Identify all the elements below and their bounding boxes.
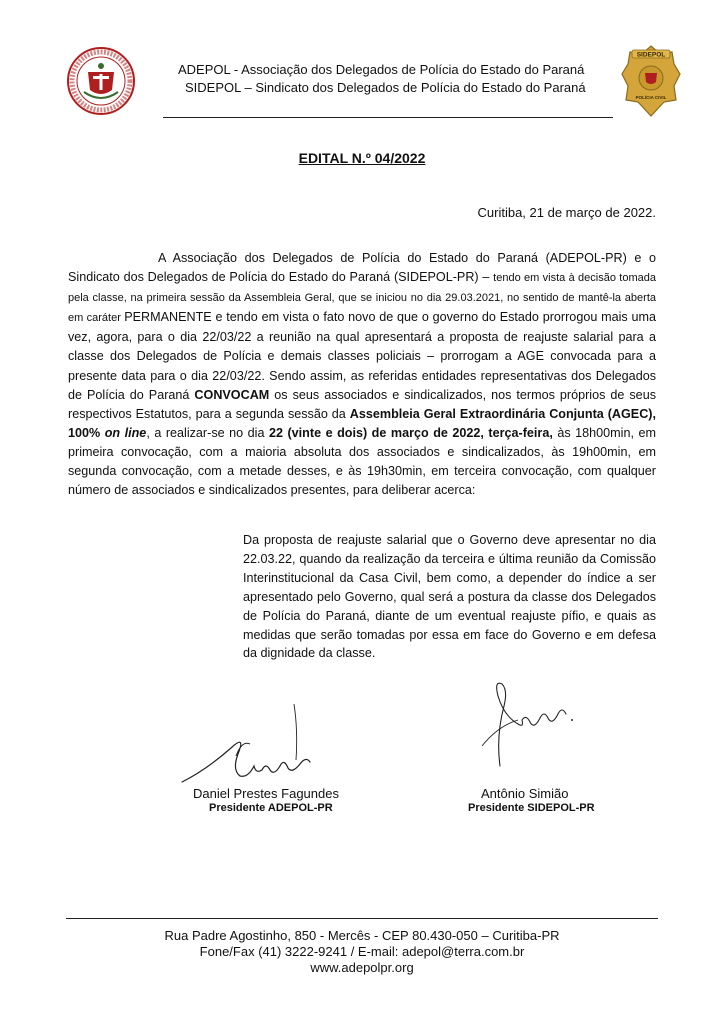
signature-adepol <box>176 700 326 790</box>
body-text-online: on line <box>104 425 147 440</box>
svg-text:POLÍCIA CIVIL: POLÍCIA CIVIL <box>635 95 667 100</box>
header-association-name: ADEPOL - Associação dos Delegados de Polícia do Estado do Paraná <box>178 62 585 77</box>
signatory-name-sidepol: Antônio Simião <box>481 786 569 801</box>
footer-divider <box>66 918 658 919</box>
body-text-convocam: CONVOCAM <box>194 387 270 402</box>
svg-text:SIDEPOL: SIDEPOL <box>636 51 666 59</box>
body-text-permanente: PERMANENTE <box>124 310 212 325</box>
edital-title: EDITAL N.º 04/2022 <box>298 150 426 166</box>
document-date: Curitiba, 21 de março de 2022. <box>477 205 656 220</box>
signatory-name-adepol: Daniel Prestes Fagundes <box>193 786 339 801</box>
convocation-paragraph <box>68 249 656 500</box>
body-text-assembleia: Assembleia Geral Extraordinária Conjunta (AGEC), 100% <box>68 406 656 440</box>
body-text-date: 22 (vinte e dois) de março de 2022, terça-feira, <box>268 425 553 440</box>
header-divider <box>163 117 613 118</box>
body-text-decision: tendo em vista à decisão tomada pela classe, na primeira sessão da Assembleia Geral, que se iniciou no dia 29.03.2021, no sentido de mantê-la aberta em caráter <box>68 272 656 325</box>
body-text-4: , a realizar-se no dia <box>146 425 269 440</box>
footer-website: www.adepolpr.org <box>310 960 414 975</box>
body-text-2: e tendo em vista o fato novo de que o governo do Estado prorrogou mais uma vez, agora, para o dia 22/03/22 a reunião na qual apresentará a proposta de reajuste salarial para a classe dos Delegados de Polícia e demais classes policiais – prorrogam a AGE convocada para a presente data para o dia 22/03/22. Sendo assim, as referidas entidades representativas dos Delegados de Polícia do Paraná <box>68 310 656 402</box>
body-text-5: às 18h00min, em primeira convocação, com a maioria absoluta dos associados e sindicalizados, às 19h00min, em segunda convocação, com a metade desses, e às 19h30min, em terceira convocação, com qualquer número de associados e sindicalizados presentes, para deliberar acerca: <box>68 425 656 498</box>
sidepol-badge-logo <box>620 44 682 118</box>
signature-drawing-2 <box>478 676 588 772</box>
signatory-role-adepol: Presidente ADEPOL-PR <box>209 802 333 814</box>
body-text-1: A Associação dos Delegados de Polícia do Estado do Paraná (ADEPOL-PR) e o Sindicato dos Delegados de Polícia do Estado do Paraná (SIDEPOL-PR) – <box>68 251 656 285</box>
signature-sidepol <box>478 676 588 772</box>
adepol-seal-logo <box>66 46 136 116</box>
footer-address: Rua Padre Agostinho, 850 - Mercês - CEP 80.430-050 – Curitiba-PR <box>164 928 560 943</box>
footer-contact: Fone/Fax (41) 3222-9241 / E-mail: adepol@terra.com.br <box>199 944 525 959</box>
adepol-seal-icon <box>66 46 136 116</box>
body-text-3: os seus associados e sindicalizados, nos termos próprios de seus respectivos Estatutos, para a segunda sessão da <box>68 387 656 421</box>
signatory-role-sidepol: Presidente SIDEPOL-PR <box>468 802 595 814</box>
agenda-paragraph: Da proposta de reajuste salarial que o Governo deve apresentar no dia 22.03.22, quando da realização da terceira e última reunião da Comissão Interinstitucional da Casa Civil, bem como, a depender do índice a ser apresentado pelo Governo, qual será a postura da classe dos Delegados de Polícia do Paraná, diante de um eventual reajuste pífio, e quais as medidas que serão tomadas por essa em face do Governo e em defesa da dignidade da classe. <box>243 533 656 661</box>
header-union-name: SIDEPOL – Sindicato dos Delegados de Polícia do Estado do Paraná <box>185 80 586 95</box>
police-badge-icon <box>620 44 682 118</box>
signature-drawing <box>176 700 326 790</box>
